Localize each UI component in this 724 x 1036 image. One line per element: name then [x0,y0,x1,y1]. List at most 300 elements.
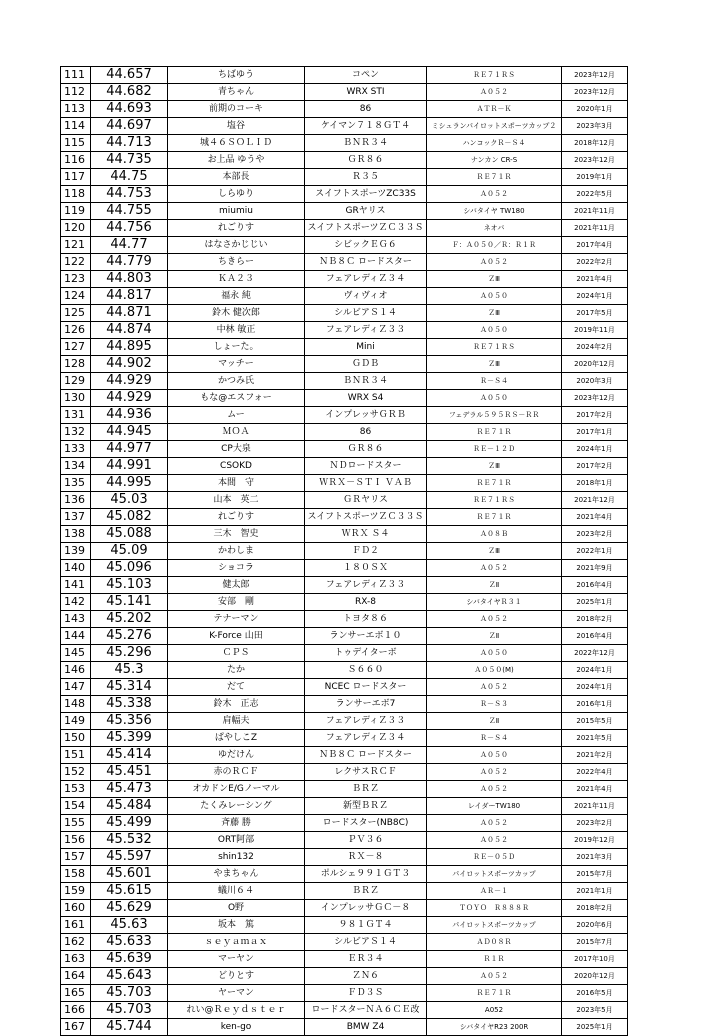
table-row [61,271,628,288]
driver-name-cell: 本間 守 [168,475,305,492]
driver-name-cell: CP大泉 [168,441,305,458]
car-model-cell: BMW Z4 [305,1019,427,1036]
rank-cell: 139 [61,543,91,560]
lap-time-cell: 45.399 [91,730,168,747]
tire-cell: Ａ０５０ [427,747,562,764]
rank-cell: 125 [61,305,91,322]
tire-cell: ＺⅢ [427,356,562,373]
lap-time-cell: 45.338 [91,696,168,713]
date-cell: 2020年12月 [562,356,628,373]
date-cell: 2024年1月 [562,441,628,458]
tire-cell: Ａ０５２ [427,832,562,849]
driver-name-cell: 中林 敏正 [168,322,305,339]
lap-time-cell: 45.202 [91,611,168,628]
date-cell: 2025年1月 [562,594,628,611]
tire-cell: ＺⅢ [427,305,562,322]
lap-time-cell: 45.639 [91,951,168,968]
lap-time-cell: 45.3 [91,662,168,679]
table-row [61,1019,628,1036]
tire-cell: ＺⅡ [427,713,562,730]
table-row [61,815,628,832]
car-model-cell: スイフトスポーツＺＣ３３Ｓ [305,220,427,237]
lap-time-cell: 45.63 [91,917,168,934]
driver-name-cell: 城４６ＳＯＬＩＤ [168,135,305,152]
driver-name-cell: CSOKD [168,458,305,475]
driver-name-cell: O野 [168,900,305,917]
tire-cell: シバタイヤ TW180 [427,203,562,220]
table-row [61,985,628,1002]
driver-name-cell: どりとす [168,968,305,985]
date-cell: 2024年1月 [562,662,628,679]
car-model-cell: レクサスＲＣＦ [305,764,427,781]
car-model-cell: ＲＸ－８ [305,849,427,866]
car-model-cell: ロードスター(NB8C) [305,815,427,832]
car-model-cell: NCEC ロードスター [305,679,427,696]
rank-cell: 127 [61,339,91,356]
driver-name-cell: ぱやしこZ [168,730,305,747]
tire-cell: シバタイヤＲ３１ [427,594,562,611]
driver-name-cell: かつみ氏 [168,373,305,390]
tire-cell: Ａ０５０ [427,645,562,662]
rank-cell: 162 [61,934,91,951]
car-model-cell: WRX STI [305,84,427,101]
tire-cell: ＡＤ０８Ｒ [427,934,562,951]
lap-time-cell: 44.735 [91,152,168,169]
lap-time-cell: 44.657 [91,67,168,84]
rank-cell: 111 [61,67,91,84]
driver-name-cell: 山本 英二 [168,492,305,509]
date-cell: 2017年5月 [562,305,628,322]
lap-time-cell: 45.597 [91,849,168,866]
car-model-cell: ヴィヴィオ [305,288,427,305]
driver-name-cell: 肩幅夫 [168,713,305,730]
table-row [61,1002,628,1019]
car-model-cell: WRX S4 [305,390,427,407]
ranking-sheet [60,66,628,1036]
driver-name-cell: 蟻川６４ [168,883,305,900]
lap-time-cell: 45.703 [91,1002,168,1019]
rank-cell: 161 [61,917,91,934]
table-row [61,798,628,815]
rank-cell: 140 [61,560,91,577]
car-model-cell: シルビアＳ１４ [305,934,427,951]
tire-cell: Ｒ－Ｓ４ [427,373,562,390]
tire-cell: Ａ０５２ [427,815,562,832]
tire-cell: Ａ０５２ [427,254,562,271]
car-model-cell: ＧＲ８６ [305,152,427,169]
table-row [61,305,628,322]
lap-time-cell: 44.874 [91,322,168,339]
table-row [61,934,628,951]
car-model-cell: ＦＤ３Ｓ [305,985,427,1002]
lap-time-cell: 45.09 [91,543,168,560]
rank-cell: 142 [61,594,91,611]
tire-cell: Ａ０５０ [427,288,562,305]
driver-name-cell: やまちゃん [168,866,305,883]
car-model-cell: ＺＮ６ [305,968,427,985]
rank-cell: 114 [61,118,91,135]
date-cell: 2015年7月 [562,934,628,951]
driver-name-cell: ＫＡ２３ [168,271,305,288]
car-model-cell: ＢＮＲ３４ [305,373,427,390]
car-model-cell: 新型ＢＲＺ [305,798,427,815]
tire-cell: ＲＥ７１Ｒ [427,475,562,492]
car-model-cell: インプレッサＧＣ－８ [305,900,427,917]
car-model-cell: RX-8 [305,594,427,611]
table-row [61,288,628,305]
table-row [61,611,628,628]
car-model-cell: コペン [305,67,427,84]
rank-cell: 118 [61,186,91,203]
lap-time-cell: 45.141 [91,594,168,611]
lap-time-cell: 44.991 [91,458,168,475]
lap-time-cell: 44.682 [91,84,168,101]
rank-cell: 163 [61,951,91,968]
tire-cell: ハンコックＲ－Ｓ４ [427,135,562,152]
rank-cell: 116 [61,152,91,169]
lap-time-cell: 44.871 [91,305,168,322]
lap-time-cell: 45.314 [91,679,168,696]
lap-time-cell: 44.713 [91,135,168,152]
date-cell: 2020年1月 [562,101,628,118]
table-row [61,254,628,271]
tire-cell: Ａ０５２ [427,781,562,798]
driver-name-cell: 坂本 篤 [168,917,305,934]
lap-time-cell: 45.633 [91,934,168,951]
date-cell: 2023年12月 [562,84,628,101]
car-model-cell: トゥデイターボ [305,645,427,662]
lap-time-cell: 44.755 [91,203,168,220]
driver-name-cell: だて [168,679,305,696]
rank-cell: 151 [61,747,91,764]
rank-cell: 138 [61,526,91,543]
car-model-cell: ＢＲＺ [305,781,427,798]
car-model-cell: フェアレディＺ３３ [305,322,427,339]
car-model-cell: Mini [305,339,427,356]
rank-cell: 146 [61,662,91,679]
table-row [61,696,628,713]
tire-cell: Ａ０５０(M) [427,662,562,679]
car-model-cell: フェアレディＺ３４ [305,271,427,288]
table-row [61,543,628,560]
table-row [61,203,628,220]
date-cell: 2023年2月 [562,815,628,832]
tire-cell: ＡＴＲ－Ｋ [427,101,562,118]
car-model-cell: ロードスターＮＡ６ＣＥ改 [305,1002,427,1019]
tire-cell: ＲＥ７１ＲＳ [427,67,562,84]
rank-cell: 119 [61,203,91,220]
ranking-rows [61,67,628,1036]
driver-name-cell: はなさかじじい [168,237,305,254]
date-cell: 2024年1月 [562,679,628,696]
lap-time-cell: 45.744 [91,1019,168,1036]
tire-cell: Ａ０８Ｂ [427,526,562,543]
date-cell: 2019年11月 [562,322,628,339]
lap-time-cell: 44.803 [91,271,168,288]
table-row [61,492,628,509]
driver-name-cell: ヤーマン [168,985,305,1002]
driver-name-cell: れごりす [168,509,305,526]
driver-name-cell: もな@エスフォー [168,390,305,407]
tire-cell: レイダーTW180 [427,798,562,815]
table-row [61,866,628,883]
tire-cell: ＲＥ７１Ｒ [427,509,562,526]
table-row [61,577,628,594]
date-cell: 2018年2月 [562,611,628,628]
rank-cell: 122 [61,254,91,271]
lap-time-cell: 45.276 [91,628,168,645]
rank-cell: 167 [61,1019,91,1036]
car-model-cell: GRヤリス [305,203,427,220]
table-row [61,407,628,424]
driver-name-cell: ちばゆう [168,67,305,84]
date-cell: 2021年4月 [562,781,628,798]
driver-name-cell: マーヤン [168,951,305,968]
lap-time-cell: 44.753 [91,186,168,203]
rank-cell: 145 [61,645,91,662]
rank-cell: 143 [61,611,91,628]
rank-cell: 147 [61,679,91,696]
car-model-cell: ＧＤＢ [305,356,427,373]
table-row [61,186,628,203]
rank-cell: 165 [61,985,91,1002]
tire-cell: ＺⅢ [427,458,562,475]
car-model-cell: シビックＥＧ６ [305,237,427,254]
date-cell: 2021年4月 [562,509,628,526]
driver-name-cell: 健太郎 [168,577,305,594]
rank-cell: 166 [61,1002,91,1019]
table-row [61,220,628,237]
table-row [61,339,628,356]
car-model-cell: 86 [305,101,427,118]
rank-cell: 152 [61,764,91,781]
table-row [61,747,628,764]
driver-name-cell: お上品 ゆうや [168,152,305,169]
tire-cell: Ｒ－Ｓ３ [427,696,562,713]
lap-time-cell: 44.936 [91,407,168,424]
tire-cell: Ｒ－Ｓ４ [427,730,562,747]
table-row [61,135,628,152]
lap-time-cell: 45.484 [91,798,168,815]
lap-time-cell: 44.995 [91,475,168,492]
car-model-cell: ケイマン７１８ＧＴ４ [305,118,427,135]
rank-cell: 137 [61,509,91,526]
lap-time-cell: 45.03 [91,492,168,509]
car-model-cell: Ｒ３５ [305,169,427,186]
driver-name-cell: shin132 [168,849,305,866]
date-cell: 2020年6月 [562,917,628,934]
ranking-table [60,66,628,1036]
table-row [61,713,628,730]
car-model-cell: ＥＲ３４ [305,951,427,968]
rank-cell: 154 [61,798,91,815]
lap-time-cell: 45.082 [91,509,168,526]
driver-name-cell: 福永 純 [168,288,305,305]
table-row [61,441,628,458]
lap-time-cell: 45.629 [91,900,168,917]
rank-cell: 153 [61,781,91,798]
lap-time-cell: 45.451 [91,764,168,781]
table-row [61,662,628,679]
date-cell: 2021年3月 [562,849,628,866]
tire-cell: Ａ０５２ [427,764,562,781]
car-model-cell: １８０ＳＸ [305,560,427,577]
tire-cell: ＴＯＹＯ Ｒ８８８Ｒ [427,900,562,917]
driver-name-cell: しょーた。 [168,339,305,356]
tire-cell: ＺⅡ [427,628,562,645]
table-row [61,730,628,747]
rank-cell: 123 [61,271,91,288]
tire-cell: Ａ０５２ [427,679,562,696]
rank-cell: 148 [61,696,91,713]
rank-cell: 149 [61,713,91,730]
table-row [61,832,628,849]
driver-name-cell: 本部長 [168,169,305,186]
rank-cell: 117 [61,169,91,186]
driver-name-cell: かわしま [168,543,305,560]
car-model-cell: ９８１ＧＴ４ [305,917,427,934]
date-cell: 2019年12月 [562,832,628,849]
rank-cell: 113 [61,101,91,118]
rank-cell: 136 [61,492,91,509]
rank-cell: 121 [61,237,91,254]
table-row [61,390,628,407]
tire-cell: ＲＥ７１Ｒ [427,985,562,1002]
lap-time-cell: 45.088 [91,526,168,543]
date-cell: 2017年1月 [562,424,628,441]
table-row [61,118,628,135]
date-cell: 2017年2月 [562,407,628,424]
lap-time-cell: 44.779 [91,254,168,271]
table-row [61,968,628,985]
rank-cell: 135 [61,475,91,492]
date-cell: 2025年1月 [562,1019,628,1036]
lap-time-cell: 45.473 [91,781,168,798]
tire-cell: パイロットスポーツカップ [427,917,562,934]
tire-cell: Ａ０５２ [427,560,562,577]
rank-cell: 160 [61,900,91,917]
table-row [61,679,628,696]
driver-name-cell: マッチー [168,356,305,373]
table-row [61,84,628,101]
lap-time-cell: 44.693 [91,101,168,118]
table-row [61,645,628,662]
driver-name-cell: 三木 智史 [168,526,305,543]
car-model-cell: 86 [305,424,427,441]
lap-time-cell: 44.817 [91,288,168,305]
rank-cell: 155 [61,815,91,832]
lap-time-cell: 45.615 [91,883,168,900]
table-row [61,883,628,900]
tire-cell: A052 [427,1002,562,1019]
date-cell: 2017年10月 [562,951,628,968]
lap-time-cell: 45.356 [91,713,168,730]
tire-cell: ＺⅡ [427,577,562,594]
car-model-cell: フェアレディＺ３４ [305,730,427,747]
tire-cell: パイロットスポーツカップ [427,866,562,883]
tire-cell: ＲＥ－０５Ｄ [427,849,562,866]
tire-cell: ＲＥ７１Ｒ [427,169,562,186]
tire-cell: ＲＥ７１ＲＳ [427,339,562,356]
car-model-cell: ポルシェ９９１ＧＴ３ [305,866,427,883]
table-row [61,169,628,186]
driver-name-cell: 塩谷 [168,118,305,135]
rank-cell: 115 [61,135,91,152]
date-cell: 2021年1月 [562,883,628,900]
car-model-cell: ＮＢ８Ｃ ロードスター [305,254,427,271]
car-model-cell: ＧＲヤリス [305,492,427,509]
lap-time-cell: 45.103 [91,577,168,594]
rank-cell: 159 [61,883,91,900]
table-row [61,475,628,492]
driver-name-cell: テナーマン [168,611,305,628]
car-model-cell: フェアレディＺ３３ [305,577,427,594]
date-cell: 2017年2月 [562,458,628,475]
car-model-cell: スイフトスポーツZC33S [305,186,427,203]
table-row [61,628,628,645]
tire-cell: Ａ０５０ [427,322,562,339]
rank-cell: 120 [61,220,91,237]
car-model-cell: ランサーエボ１０ [305,628,427,645]
driver-name-cell: ＭＯＡ [168,424,305,441]
car-model-cell: ＦＤ２ [305,543,427,560]
date-cell: 2018年1月 [562,475,628,492]
rank-cell: 144 [61,628,91,645]
lap-time-cell: 44.756 [91,220,168,237]
table-row [61,594,628,611]
driver-name-cell: ゆだけん [168,747,305,764]
driver-name-cell: ｓｅｙａｍａｘ [168,934,305,951]
driver-name-cell: しらゆり [168,186,305,203]
driver-name-cell: れい@Ｒｅｙｄｓｔｅｒ [168,1002,305,1019]
table-row [61,458,628,475]
driver-name-cell: たくみレーシング [168,798,305,815]
tire-cell: Ｒ１Ｒ [427,951,562,968]
table-row [61,67,628,84]
table-row [61,900,628,917]
car-model-cell: ＷＲＸ Ｓ４ [305,526,427,543]
lap-time-cell: 45.296 [91,645,168,662]
tire-cell: ＡＲ－１ [427,883,562,900]
date-cell: 2016年4月 [562,628,628,645]
table-row [61,526,628,543]
rank-cell: 129 [61,373,91,390]
driver-name-cell: ORT阿部 [168,832,305,849]
lap-time-cell: 45.703 [91,985,168,1002]
driver-name-cell: たか [168,662,305,679]
table-row [61,917,628,934]
rank-cell: 157 [61,849,91,866]
tire-cell: Ｆ：Ａ０５０／Ｒ：Ｒ１Ｒ [427,237,562,254]
tire-cell: Ａ０５０ [427,390,562,407]
lap-time-cell: 44.902 [91,356,168,373]
lap-time-cell: 44.929 [91,390,168,407]
table-row [61,424,628,441]
date-cell: 2023年12月 [562,67,628,84]
tire-cell: ＲＥ７１Ｒ [427,424,562,441]
lap-time-cell: 45.532 [91,832,168,849]
date-cell: 2019年1月 [562,169,628,186]
date-cell: 2021年4月 [562,271,628,288]
table-row [61,781,628,798]
driver-name-cell: 前期のコーキ [168,101,305,118]
driver-name-cell: ショコラ [168,560,305,577]
lap-time-cell: 45.414 [91,747,168,764]
lap-time-cell: 45.096 [91,560,168,577]
lap-time-cell: 45.643 [91,968,168,985]
tire-cell: ネオバ [427,220,562,237]
driver-name-cell: 安部 剛 [168,594,305,611]
